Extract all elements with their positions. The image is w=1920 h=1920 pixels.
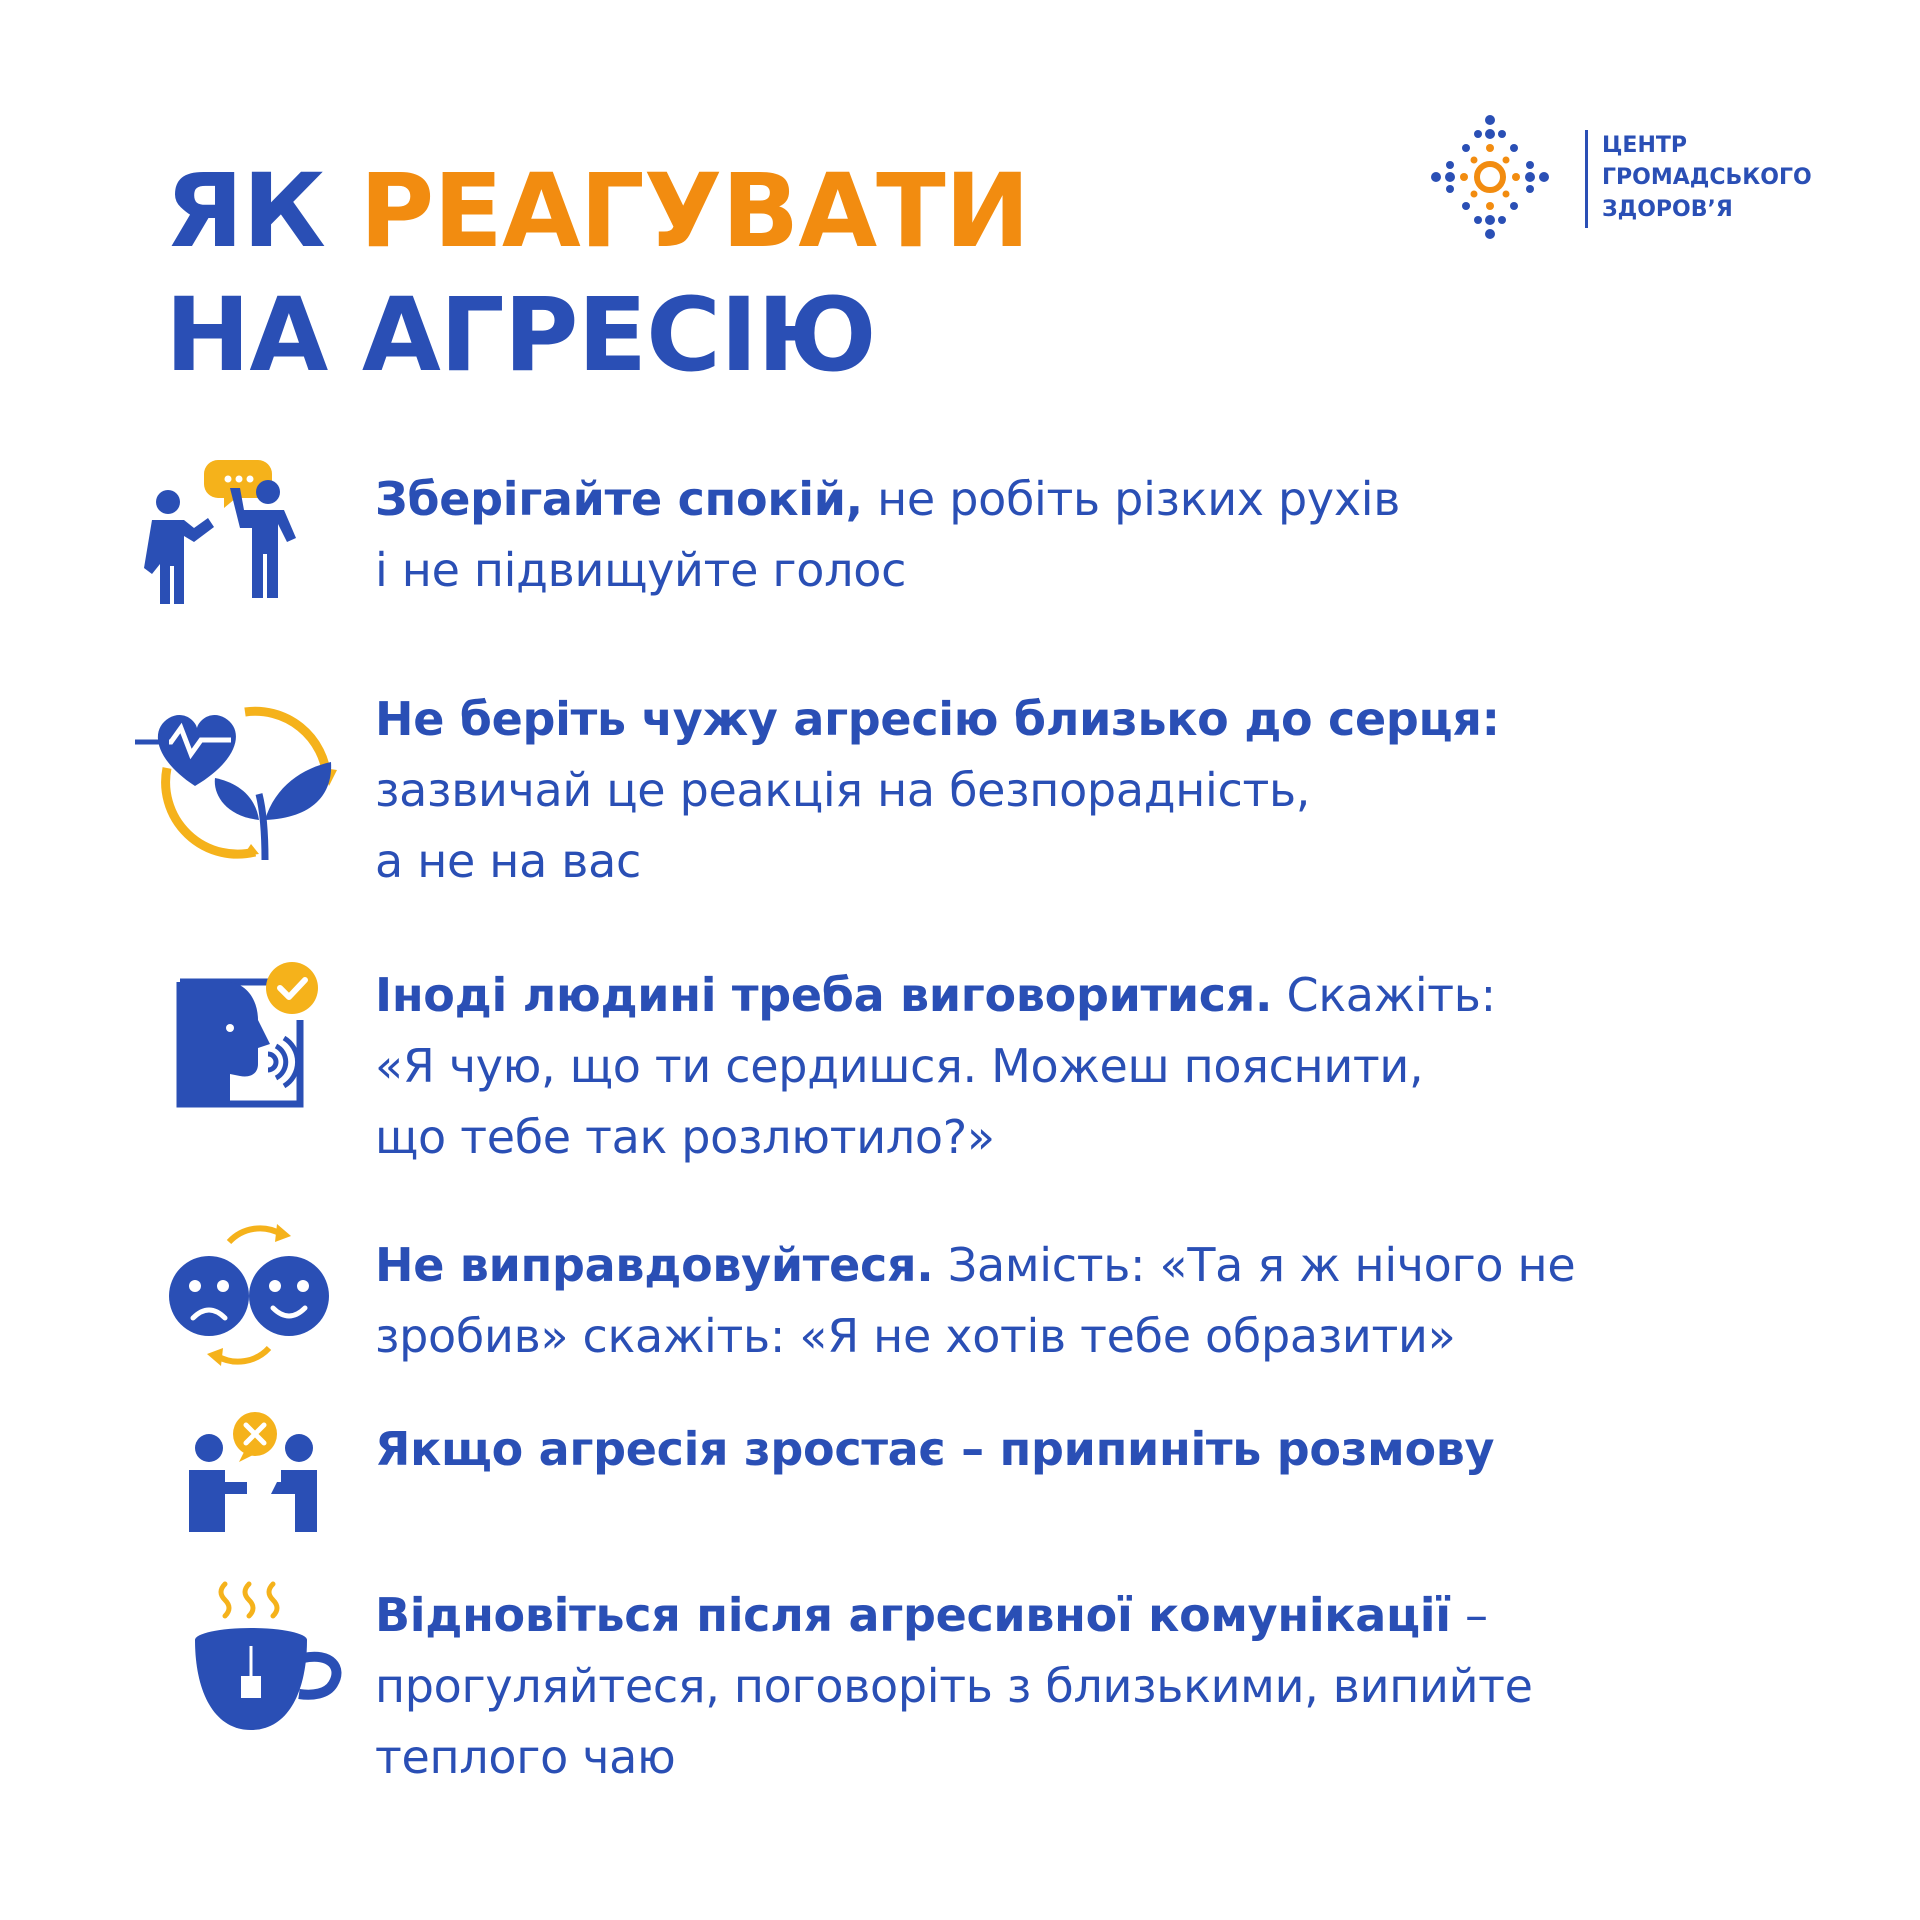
tip-6-rest-line-2: теплого чаю <box>375 1730 676 1784</box>
tip-3-rest-line-0: Скажіть: <box>1272 968 1496 1022</box>
hot-tea-cup-icon <box>195 1580 405 1744</box>
tip-text-1 <box>375 464 1815 606</box>
tip-text-4 <box>375 1230 1815 1372</box>
tip-3-rest-line-1: «Я чую, що ти сердишся. Можеш пояснити, <box>375 1039 1424 1093</box>
organization-logo <box>1430 112 1812 242</box>
two-people-talking-icon <box>130 460 340 614</box>
tip-6-rest-line-0: – <box>1450 1588 1488 1642</box>
heart-plant-cycle-icon <box>135 690 345 874</box>
tip-text-6 <box>375 1580 1815 1793</box>
logo-text <box>1602 130 1812 226</box>
tip-5-bold: Якщо агресія зростає – припиніть розмову <box>375 1422 1495 1476</box>
tip-2-rest-line-2: а не на вас <box>375 834 641 888</box>
tip-6-bold: Відновіться після агресивної комунікації <box>375 1588 1451 1642</box>
title-line-2: НА АГРЕСІЮ <box>165 276 876 395</box>
tip-4-rest-line-1: зробив» скажіть: «Я не хотів тебе образити» <box>375 1309 1456 1363</box>
tip-1-rest-line-2: і не підвищуйте голос <box>375 543 907 597</box>
tip-4-bold: Не виправдовуйтеся. <box>375 1238 934 1292</box>
tip-text-3 <box>375 960 1815 1173</box>
tip-2-bold: Не беріть чужу агресію близько до серця: <box>375 692 1500 746</box>
title-word-yak: ЯК <box>165 152 325 271</box>
sad-happy-faces-icon <box>165 1220 375 1374</box>
logo-line-3: ЗДОРОВ’Я <box>1602 197 1733 222</box>
tip-text-2 <box>375 684 1815 897</box>
tip-1-bold: Зберігайте спокій, <box>375 472 863 526</box>
page-title <box>165 150 1029 398</box>
logo-line-2: ГРОМАДСЬКОГО <box>1602 165 1812 190</box>
tip-4-rest-line-0: Замість: «Та я ж нічого не <box>933 1238 1576 1292</box>
tip-3-rest-line-2: що тебе так розлютило?» <box>375 1110 995 1164</box>
title-word-reaguvaty: РЕАГУВАТИ <box>359 152 1030 271</box>
tip-3-bold: Іноді людині треба виговоритися. <box>375 968 1273 1022</box>
logo-dots-icon <box>1430 112 1580 242</box>
stop-conversation-icon <box>185 1410 395 1539</box>
tip-1-rest-line-1: не робіть різких рухів <box>862 472 1401 526</box>
tip-6-rest-line-1: прогуляйтеся, поговоріть з близькими, випийте <box>375 1659 1533 1713</box>
tip-2-rest-line-1: зазвичай це реакція на безпорадність, <box>375 763 1311 817</box>
speaking-head-check-icon <box>170 960 380 1114</box>
logo-divider <box>1585 130 1588 228</box>
title-line-1 <box>165 150 1029 274</box>
tip-text-5 <box>375 1414 1815 1485</box>
logo-line-1: ЦЕНТР <box>1602 133 1687 158</box>
